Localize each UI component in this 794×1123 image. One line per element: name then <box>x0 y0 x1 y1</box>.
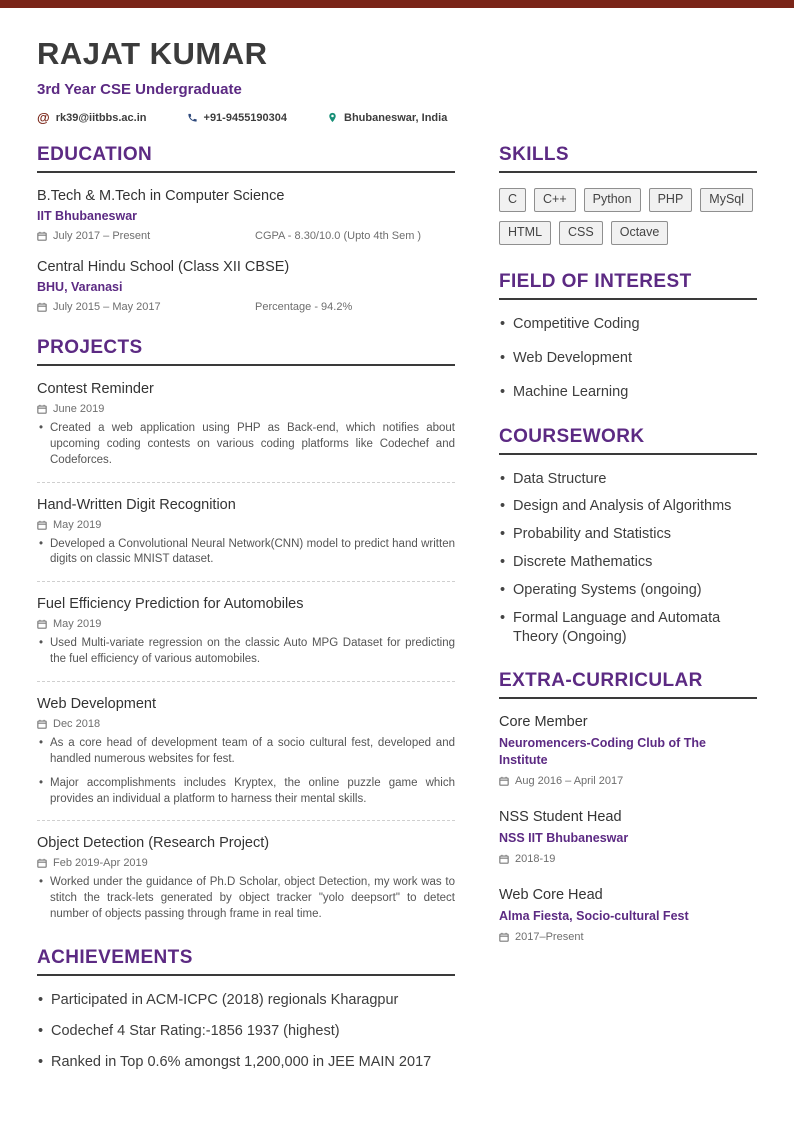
education-title: B.Tech & M.Tech in Computer Science <box>37 188 285 204</box>
project-bullet: • Used Multi-variate regression on the classic Auto MPG Dataset for predicting the fuel efficiency of various automobiles. <box>37 636 455 668</box>
extracurricular-date-row <box>499 775 757 787</box>
phone-icon <box>187 112 198 123</box>
extracurricular-title: Web Core Head <box>499 887 603 904</box>
extracurricular-date: 2017–Present <box>515 930 584 943</box>
calendar-icon <box>37 231 47 241</box>
dashed-divider <box>37 820 455 821</box>
contact-row <box>37 111 757 124</box>
section-projects <box>37 337 455 923</box>
calendar-icon <box>37 619 47 629</box>
extracurricular-org: Neuromencers-Coding Club of The Institute <box>499 736 706 768</box>
contact-phone-text: +91-9455190304 <box>203 111 288 124</box>
extracurricular-org: Alma Fiesta, Socio-cultural Fest <box>499 909 689 924</box>
section-extracurricular <box>499 670 757 943</box>
project-item <box>37 835 455 923</box>
calendar-icon <box>37 520 47 530</box>
extracurricular-date: 2018-19 <box>515 853 556 866</box>
project-date: May 2019 <box>53 518 102 531</box>
section-interests <box>499 271 757 402</box>
extracurricular-title: NSS Student Head <box>499 809 622 826</box>
extracurricular-org: NSS IIT Bhubaneswar <box>499 831 629 846</box>
education-meta <box>37 230 455 242</box>
dashed-divider <box>37 681 455 682</box>
project-date: May 2019 <box>53 618 102 631</box>
project-title: Hand-Written Digit Recognition <box>37 496 236 513</box>
resume-name: RAJAT KUMAR <box>37 36 268 71</box>
interest-item: • Competitive Coding <box>499 315 757 334</box>
project-item <box>37 497 455 569</box>
project-item <box>37 696 455 807</box>
project-date: June 2019 <box>53 403 105 415</box>
project-title: Contest Reminder <box>37 381 154 397</box>
right-column <box>499 144 757 967</box>
skills-tag-list <box>499 188 757 247</box>
education-entry <box>37 188 455 242</box>
project-bullet: • As a core head of development team of a socio cultural fest, developed and handled numerous websites for fest. <box>37 736 455 768</box>
resume-header <box>37 36 757 124</box>
education-date: July 2015 – May 2017 <box>53 301 161 313</box>
education-org: BHU, Varanasi <box>37 280 123 294</box>
skill-tag: HTML <box>499 221 551 245</box>
project-bullets <box>37 736 455 807</box>
education-org: IIT Bhubaneswar <box>37 209 138 223</box>
map-pin-icon <box>327 112 338 123</box>
coursework-item: • Design and Analysis of Algorithms <box>499 497 757 516</box>
section-skills <box>499 144 757 247</box>
coursework-list <box>499 470 757 647</box>
at-sign-icon: @ <box>37 110 50 125</box>
education-score: Percentage - 94.2% <box>255 301 353 313</box>
interests-heading: FIELD OF INTEREST <box>499 271 757 300</box>
contact-email <box>37 111 147 124</box>
achievements-list <box>37 991 455 1072</box>
calendar-icon <box>499 776 509 786</box>
coursework-item: • Formal Language and Automata Theory (Ongoing) <box>499 609 757 647</box>
education-score: CGPA - 8.30/10.0 (Upto 4th Sem ) <box>255 230 422 242</box>
contact-location-text: Bhubaneswar, India <box>344 111 448 124</box>
project-bullet: • Worked under the guidance of Ph.D Scholar, object Detection, my work was to stitch the track-lets generated by object tracker "yolo deepsort" to detect number of objects passing through frame in real time. <box>37 875 455 923</box>
project-item <box>37 381 455 469</box>
project-date-row <box>37 403 455 415</box>
calendar-icon <box>499 932 509 942</box>
extracurricular-date-row <box>499 931 757 943</box>
education-meta <box>37 301 455 313</box>
project-bullets <box>37 636 455 668</box>
achievement-item: • Participated in ACM-ICPC (2018) regionals Kharagpur <box>37 991 455 1010</box>
coursework-item: • Operating Systems (ongoing) <box>499 581 757 600</box>
achievements-heading: ACHIEVEMENTS <box>37 947 455 976</box>
education-heading: EDUCATION <box>37 144 455 173</box>
contact-phone <box>187 112 288 124</box>
dashed-divider <box>37 581 455 582</box>
extracurricular-entry <box>499 809 757 865</box>
achievement-item: • Codechef 4 Star Rating:-1856 1937 (highest) <box>37 1022 455 1041</box>
extracurricular-entry <box>499 714 757 787</box>
calendar-icon <box>37 719 47 729</box>
section-coursework <box>499 426 757 647</box>
coursework-item: • Probability and Statistics <box>499 525 757 544</box>
project-title: Web Development <box>37 696 157 713</box>
extracurricular-title: Core Member <box>499 714 588 731</box>
achievement-item: • Ranked in Top 0.6% amongst 1,200,000 in JEE MAIN 2017 <box>37 1053 455 1072</box>
extracurricular-date-row <box>499 853 757 865</box>
extracurricular-date: Aug 2016 – April 2017 <box>515 775 624 788</box>
project-date-row <box>37 519 455 531</box>
skill-tag: C++ <box>534 188 576 212</box>
skill-tag: PHP <box>649 188 693 212</box>
project-item <box>37 596 455 668</box>
interest-item: • Web Development <box>499 349 757 368</box>
project-title: Object Detection (Research Project) <box>37 835 270 852</box>
project-bullet: • Major accomplishments includes Kryptex, the online puzzle game which provides an individual a platform to harness their mental skills. <box>37 776 455 808</box>
project-bullets <box>37 875 455 923</box>
coursework-item: • Data Structure <box>499 470 757 489</box>
skill-tag: MySql <box>700 188 753 212</box>
resume-page <box>0 8 794 1096</box>
education-title: Central Hindu School (Class XII CBSE) <box>37 259 290 275</box>
skills-heading: SKILLS <box>499 144 757 173</box>
project-bullet: • Developed a Convolutional Neural Network(CNN) model to predict hand written digits on classic MNIST dataset. <box>37 537 455 569</box>
resume-role: 3rd Year CSE Undergraduate <box>37 81 242 98</box>
left-column <box>37 144 455 1096</box>
contact-email-text: rk39@iitbbs.ac.in <box>55 111 147 124</box>
calendar-icon <box>37 404 47 414</box>
project-date: Feb 2019-Apr 2019 <box>53 857 148 870</box>
skill-tag: Python <box>584 188 641 212</box>
project-date-row <box>37 618 455 630</box>
calendar-icon <box>37 302 47 312</box>
project-bullet: • Created a web application using PHP as Back-end, which notifies about upcoming coding contests on various coding platforms like Codechef and Codeforces. <box>37 421 455 469</box>
education-date: July 2017 – Present <box>53 230 151 242</box>
project-date-row <box>37 718 455 730</box>
skill-tag: CSS <box>559 221 603 245</box>
extracurricular-heading: EXTRA-CURRICULAR <box>499 670 757 699</box>
projects-heading: PROJECTS <box>37 337 455 366</box>
coursework-heading: COURSEWORK <box>499 426 757 455</box>
contact-location <box>327 112 447 124</box>
calendar-icon <box>499 854 509 864</box>
project-date: Dec 2018 <box>53 718 101 731</box>
skill-tag: C <box>499 188 526 212</box>
education-entry <box>37 259 455 313</box>
interests-list <box>499 315 757 402</box>
section-achievements <box>37 947 455 1072</box>
coursework-item: • Discrete Mathematics <box>499 553 757 572</box>
interest-item: • Machine Learning <box>499 383 757 402</box>
skill-tag: Octave <box>611 221 669 245</box>
project-bullets <box>37 537 455 569</box>
dashed-divider <box>37 482 455 483</box>
project-title: Fuel Efficiency Prediction for Automobiles <box>37 596 304 613</box>
calendar-icon <box>37 858 47 868</box>
top-accent-bar <box>0 0 794 8</box>
project-date-row <box>37 857 455 869</box>
project-bullets <box>37 421 455 469</box>
extracurricular-entry <box>499 887 757 943</box>
section-education <box>37 144 455 313</box>
